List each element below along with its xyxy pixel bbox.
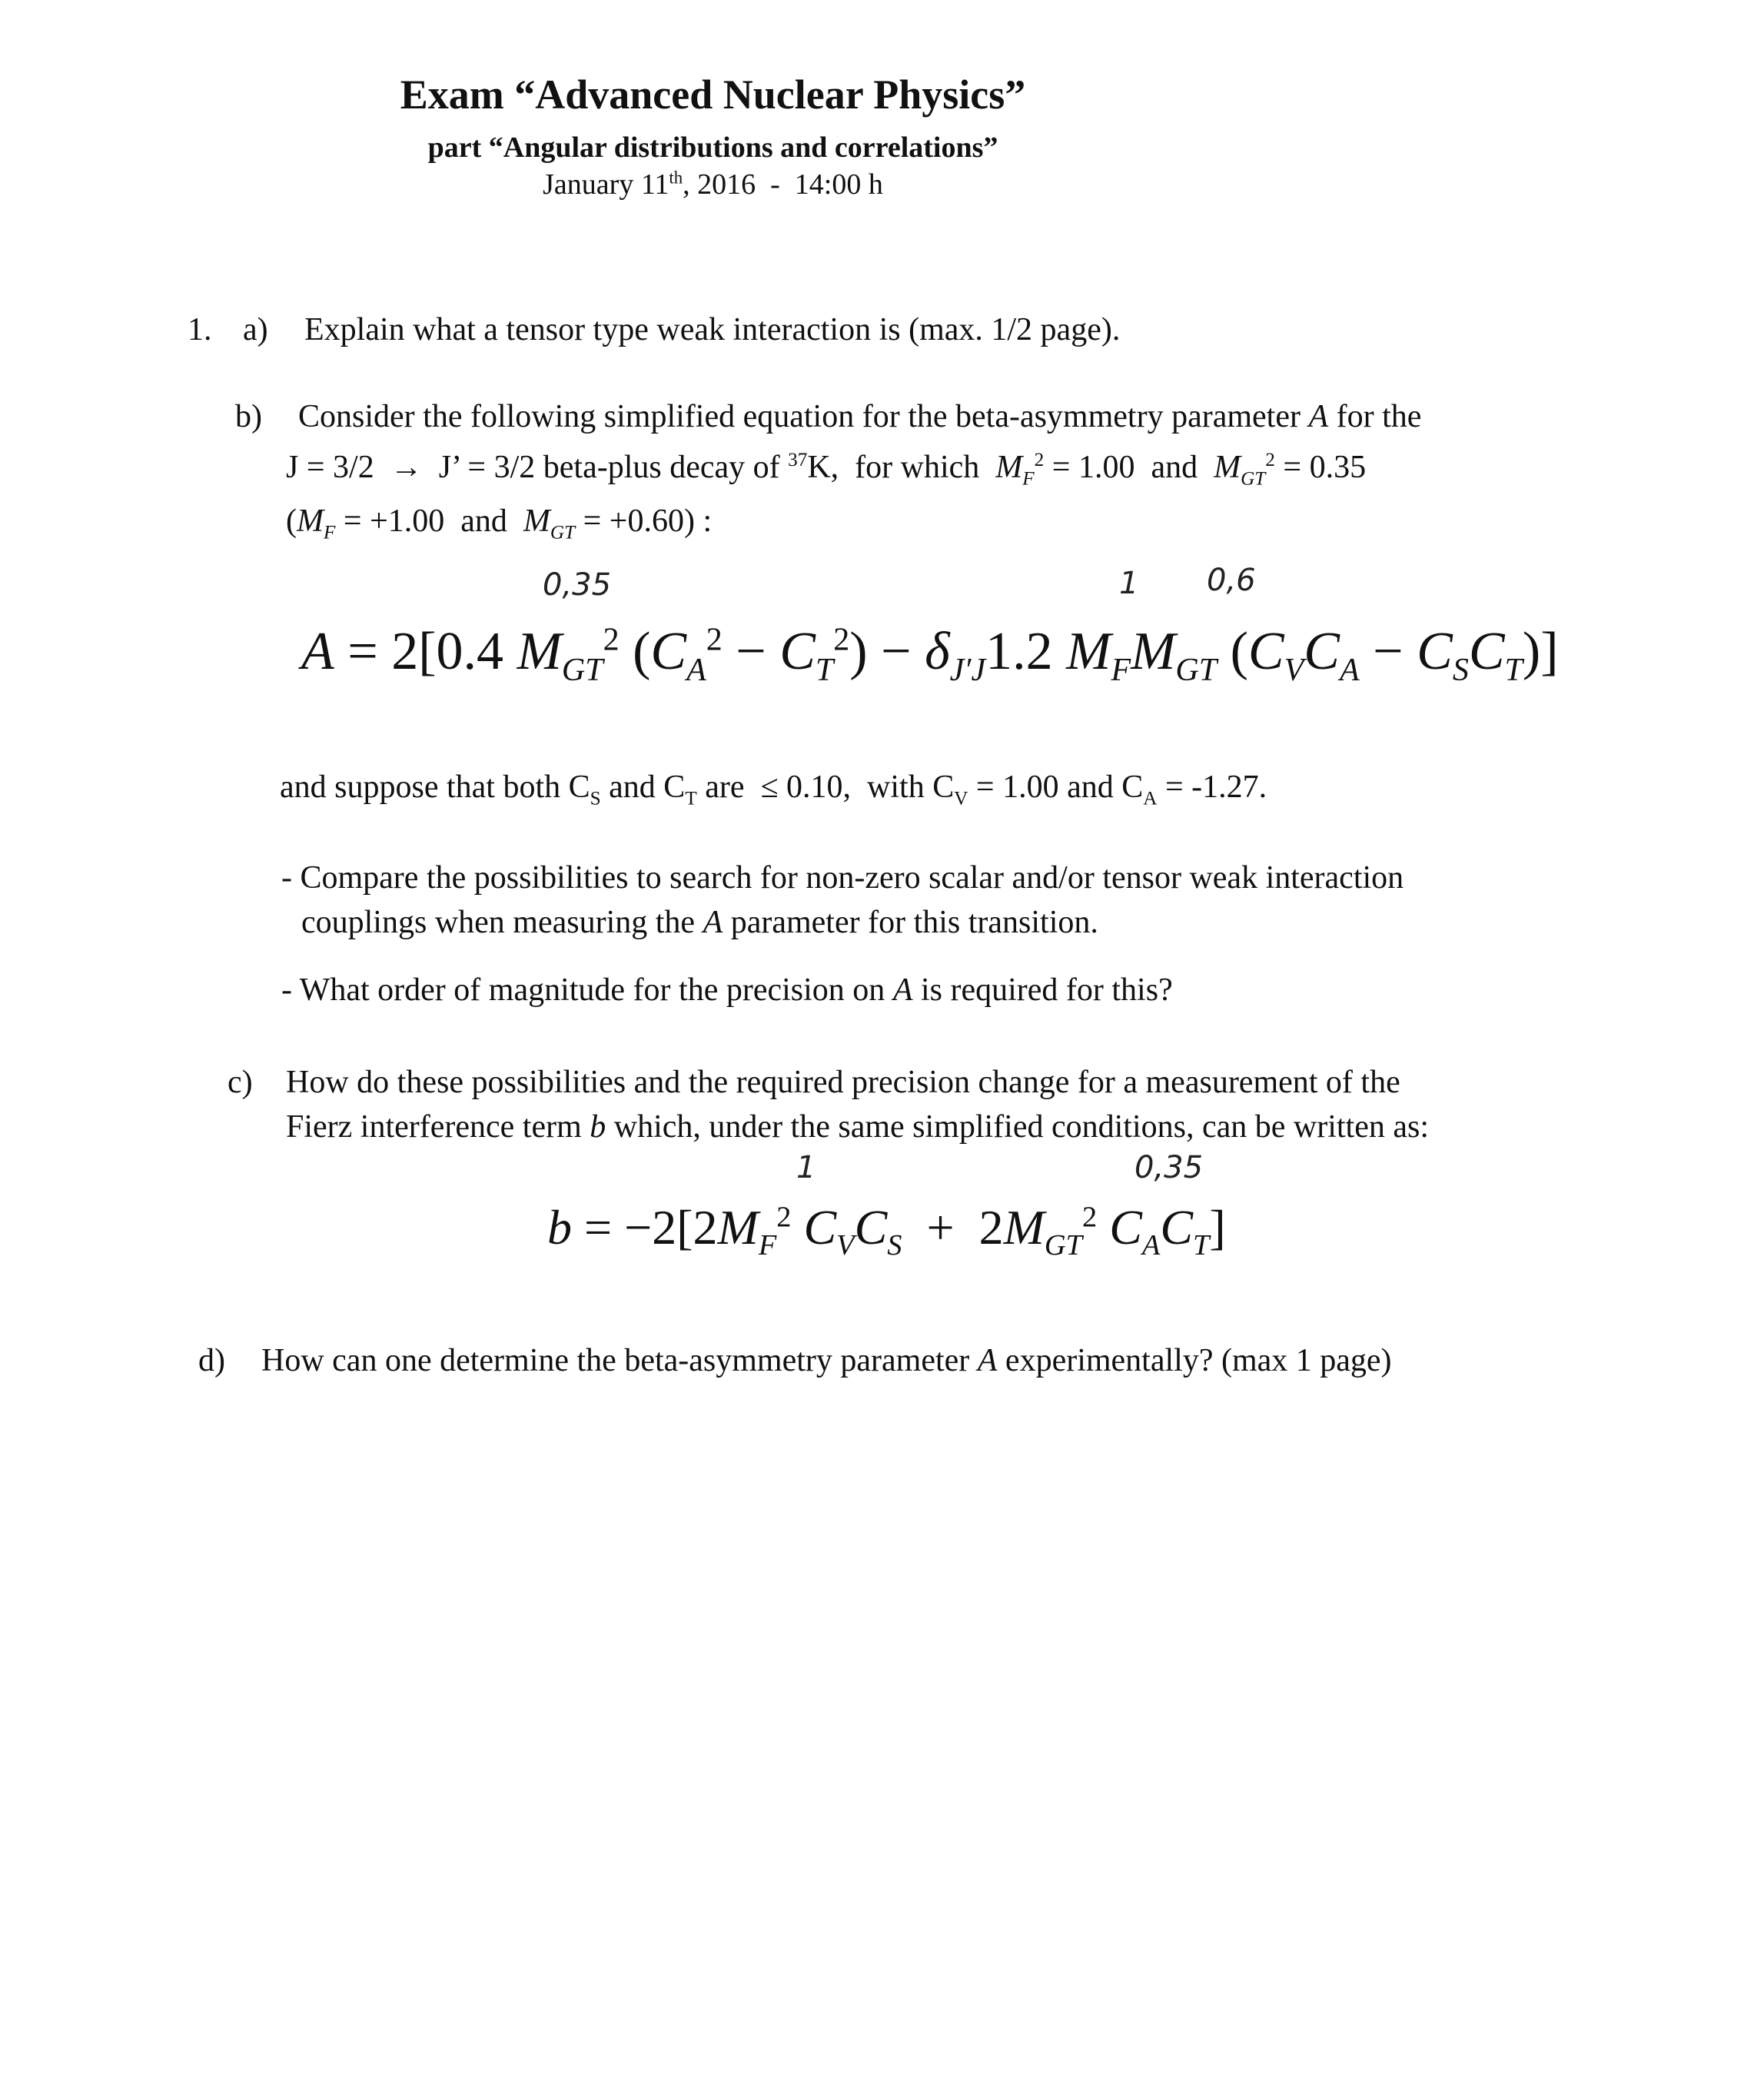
equation-a: A = 2[0.4 $M_{GT}^2$ $(C_A^2 - C_T^2) - \delta_{J'J}1.2$ $M_FM_{GT}$ $(C_VC_A - C_SC_T)$] [301, 622, 1559, 688]
part-d-text: How can one determine the beta-asymmetry parameter A experimentally? (max 1 page) [261, 1343, 1392, 1378]
handwritten-mf: 1 [1119, 566, 1139, 601]
handwritten-mgt2-c: 0,35 [1134, 1150, 1204, 1185]
exam-date: January 11th, 2016 - 14:00 h [543, 168, 883, 201]
part-a-label: a) [243, 312, 268, 347]
handwritten-mf2: 1 [796, 1150, 816, 1185]
part-d-label: d) [198, 1343, 225, 1378]
part-c-line2: Fierz interference term b which, under the same simplified conditions, can be written as: [286, 1109, 1430, 1145]
exam-subtitle: part “Angular distributions and correlations” [427, 131, 998, 164]
part-a-text: Explain what a tensor type weak interaction is (max. 1/2 page). [304, 312, 1121, 347]
bullet-compare-line1: - Compare the possibilities to search for non-zero scalar and/or tensor weak interaction [281, 860, 1404, 896]
part-c-line1: How do these possibilities and the required precision change for a measurement of the [286, 1065, 1400, 1100]
exam-title: Exam “Advanced Nuclear Physics” [400, 71, 1026, 118]
part-c-label: c) [228, 1065, 253, 1100]
question-number: 1. [188, 312, 212, 347]
part-b-label: b) [235, 399, 262, 434]
part-b-line1: Consider the following simplified equation for the beta-asymmetry parameter A for the [298, 399, 1422, 434]
handwritten-mgt2: 0,35 [543, 567, 612, 603]
equation-b: $b = -2[2M_F^2$ $C_VC_S + 2M_{GT}^2$ $C_AC_T$] [547, 1200, 1226, 1261]
condition-line: and suppose that both $C_S$ and $C_T$ are ≤ 0.10, with $C_V = 1.00$ and $C_A = -1.27$. [280, 769, 1267, 809]
part-b-line2: J = 3/2 → J’ = 3/2 beta-plus decay of $^{37}$K, for which $M_F^2 = 1.00$ and $M_{GT}^2 = 0.35$ [286, 450, 1367, 490]
part-b-line3: ($M_F = +1.00$ and $M_{GT} = +0.60$) : [286, 504, 713, 543]
handwritten-mgt: 0,6 [1207, 563, 1256, 598]
bullet-compare-line2: couplings when measuring the A parameter for this transition. [301, 905, 1098, 940]
bullet-precision: - What order of magnitude for the precision on A is required for this? [281, 972, 1173, 1008]
